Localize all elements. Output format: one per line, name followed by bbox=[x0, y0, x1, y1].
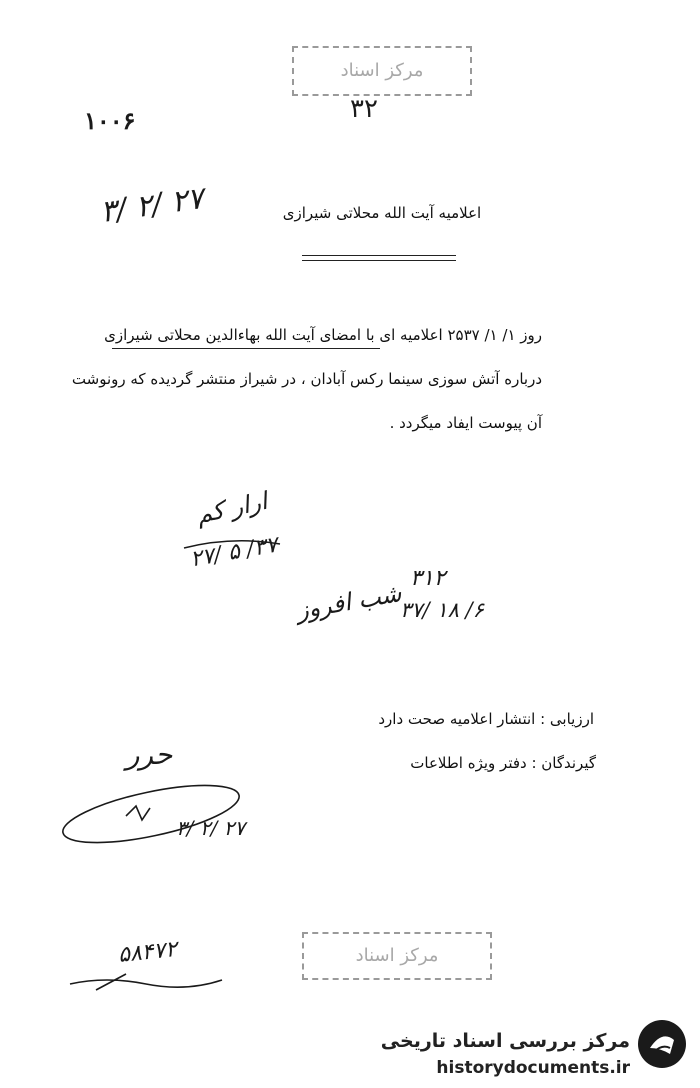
archive-scribble bbox=[66, 970, 226, 994]
watermark-url[interactable]: historydocuments.ir bbox=[436, 1058, 630, 1078]
title-divider bbox=[302, 255, 456, 261]
signature-date: ۳/ ۲/ ۲۷ bbox=[176, 816, 246, 840]
handwritten-note-b-date: ۳۷/ ۱۸ /۶ bbox=[400, 598, 484, 622]
body-line-1: روز ۱/ ۱/ ۲۵۳۷ اعلامیه ای با امضای آیت الله بهاءالدین محلاتی شیرازی bbox=[104, 326, 542, 344]
archive-stamp-top: مرکز اسناد bbox=[292, 46, 472, 96]
document-number: ۱۰۰۶ bbox=[84, 106, 136, 135]
handwritten-date: ۳/ ۲/ ۲۷ bbox=[98, 180, 206, 231]
archive-handwritten-note: ۵۸۴۷۲ bbox=[116, 936, 179, 969]
watermark-title: مرکز بررسی اسناد تاریخی bbox=[380, 1030, 630, 1052]
handwritten-note-a: ۲۷/ ۵ /۳۷ bbox=[188, 532, 280, 573]
evaluation-line: ارزیابی : انتشار اعلامیه صحت دارد bbox=[378, 710, 594, 728]
body-underline bbox=[112, 348, 380, 349]
archive-stamp-bottom: مرکز اسناد bbox=[302, 932, 492, 980]
handwritten-note-b-text: شب افروز bbox=[294, 579, 404, 625]
body-line-3: آن پیوست ایفاد میگردد . bbox=[389, 414, 542, 432]
document-title: اعلامیه آیت الله محلاتی شیرازی bbox=[282, 204, 482, 222]
body-line-2: درباره آتش سوزی سینما رکس آبادان ، در شیراز منتشر گردیده که رونوشت bbox=[71, 370, 542, 388]
page-number: ۳۲ bbox=[350, 94, 378, 124]
archive-logo-icon bbox=[636, 1018, 688, 1070]
handwritten-note-b-number: ۳۱۲ bbox=[410, 566, 446, 591]
signature-initials: حرر bbox=[126, 738, 173, 771]
recipient-line: گیرندگان : دفتر ویژه اطلاعات bbox=[410, 754, 596, 772]
handwritten-note-a-scribble: ارار کم bbox=[193, 486, 270, 530]
